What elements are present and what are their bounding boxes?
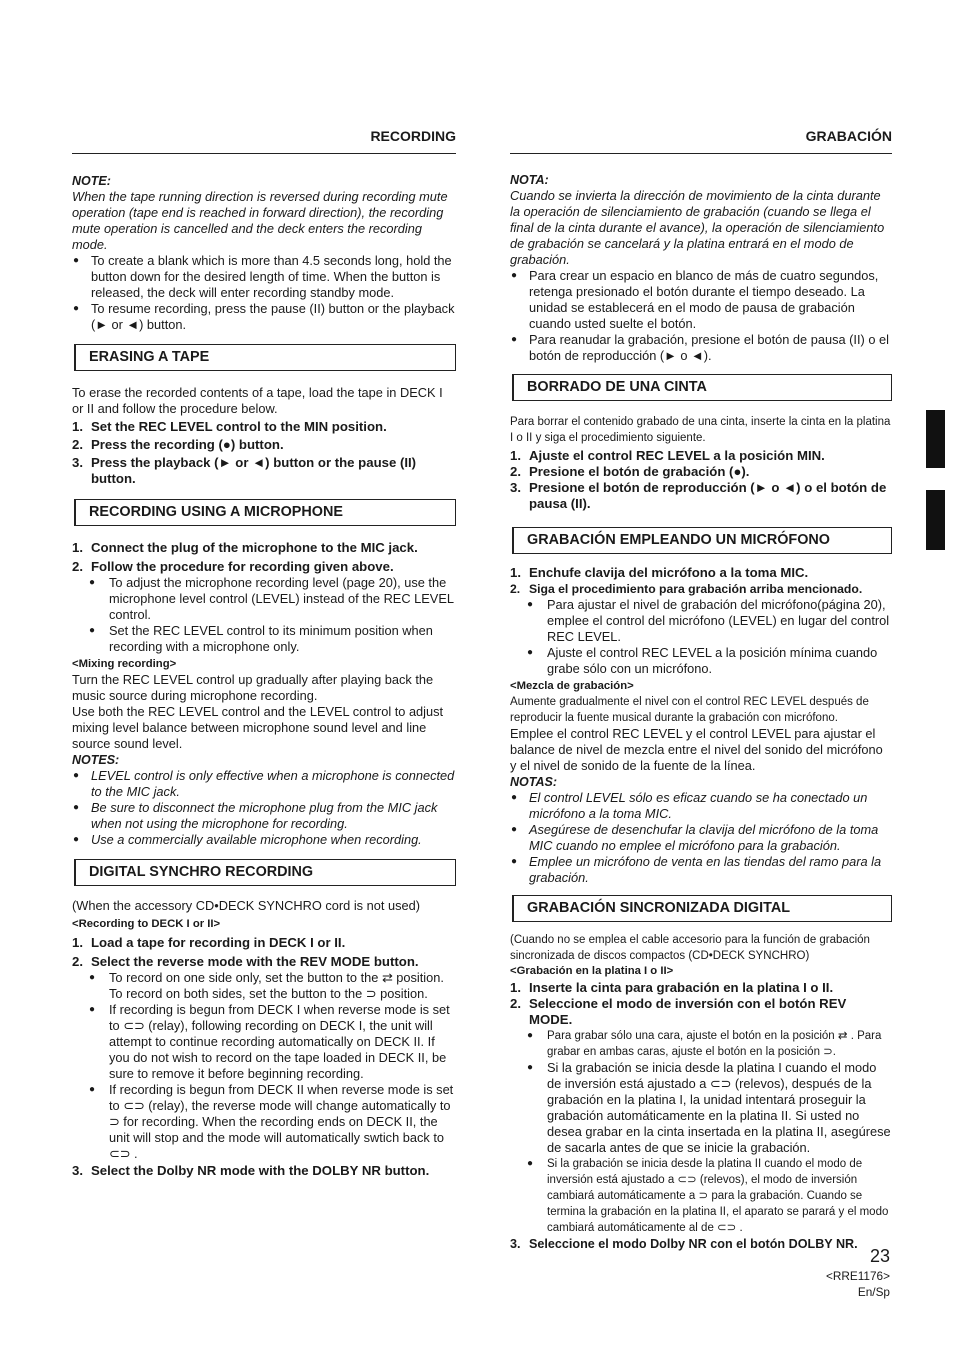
list-item: 1. Enchufe clavija del micrófono a la toma MIC. bbox=[510, 565, 809, 580]
list-item: ● Asegúrese de desenchufar la clavija del micrófono de la toma MIC cuando no emplee el micrófono para la grabación. bbox=[510, 822, 892, 854]
section-tab-marker bbox=[926, 410, 945, 468]
note-bullets bbox=[72, 253, 456, 333]
list-item: 2. Follow the procedure for recording given above. bbox=[72, 559, 394, 574]
notes-list bbox=[510, 790, 892, 886]
erasing-heading: ERASING A TAPE bbox=[74, 344, 456, 371]
list-item: ● Emplee un micrófono de venta en las tiendas del ramo para la grabación. bbox=[510, 854, 892, 886]
list-item: ● Use a commercially available microphone when recording. bbox=[72, 832, 456, 848]
notes-list bbox=[72, 768, 456, 848]
erasing-intro: To erase the recorded contents of a tape, load the tape in DECK I or II and follow the procedure below. bbox=[72, 385, 443, 416]
section-header: RECORDING bbox=[72, 128, 456, 154]
list-item: 3. Seleccione el modo Dolby NR con el botón DOLBY NR. bbox=[510, 1237, 858, 1251]
note-text: Cuando se invierta la dirección de movimiento de la cinta durante la operación de silenciamiento de grabación (cuando se llega el final de la cinta durante el avance), la operación de silenciamiento de grabación se cancelará y la platina entrará en el modo de grabación. bbox=[510, 188, 885, 267]
note-text: When the tape running direction is reversed during recording mute operation (tape end is reached in forward direction), the recording mute operation is cancelled and the deck enters the recording mode. bbox=[72, 189, 448, 252]
list-item: 2. Siga el procedimiento para grabación arriba mencionado. bbox=[510, 582, 863, 596]
list-item: 1. Ajuste el control REC LEVEL a la posición MIN. bbox=[510, 448, 825, 463]
list-item: 2. Presione el botón de grabación (●). bbox=[510, 464, 750, 479]
synchro-subheading: <Recording to DECK I or II> bbox=[72, 918, 221, 930]
list-item: ● To record on one side only, set the button to the ⇄ position. To record on both sides, set the button to the ⊃ position. bbox=[72, 970, 456, 1002]
synchro-step-3 bbox=[72, 1163, 456, 1179]
section-header: GRABACIÓN bbox=[510, 128, 892, 154]
erasing-steps bbox=[510, 448, 892, 512]
list-item: ● If recording is begun from DECK I when reverse mode is set to ⊂⊃ (relay), following recording on DECK I, the unit will attempt to continue recording automatically on DECK II. If you do not wish to record on the tape loaded in DECK II, be sure to remove it before beginning recording. bbox=[72, 1002, 456, 1082]
synchro-heading: GRABACIÓN SINCRONIZADA DIGITAL bbox=[512, 895, 892, 922]
list-item: ● Para reanudar la grabación, presione el botón de pausa (II) o el botón de reproducción (► o ◄). bbox=[510, 332, 892, 364]
list-item: ● Para grabar sólo una cara, ajuste el botón en la posición ⇄ . Para grabar en ambas caras, ajuste el botón en la posición ⊃. bbox=[510, 1028, 892, 1060]
list-item: ● Si la grabación se inicia desde la platina II cuando el modo de inversión está ajustado a ⊂⊃ (relevos), el modo de inversión cambiará automáticamente a ⊃ para la grabación. Cuando se termina la grabación en la platina II, el aparato se parará y el modo cambiará automáticamente al de ⊂⊃ . bbox=[510, 1156, 892, 1236]
list-item: 2. Seleccione el modo de inversión con el botón REV MODE. bbox=[510, 996, 847, 1027]
list-item: ● El control LEVEL sólo es eficaz cuando se ha conectado un micrófono a la toma MIC. bbox=[510, 790, 892, 822]
synchro-subheading: <Grabación en la platina I o II> bbox=[510, 965, 674, 977]
list-item: 2. Select the reverse mode with the REV MODE button. bbox=[72, 954, 419, 969]
synchro-steps bbox=[72, 935, 456, 970]
english-column bbox=[72, 128, 456, 1179]
list-item: ● Ajuste el control REC LEVEL a la posición mínima cuando grabe sólo con un micrófono. bbox=[510, 645, 892, 677]
list-item: 3. Presione el botón de reproducción (► o ◄) o el botón de pausa (II). bbox=[510, 480, 887, 511]
mixing-paragraph-2: Emplee el control REC LEVEL y el control LEVEL para ajustar el balance de nivel de mezcla entre el nivel del sonido del micrófono y el nivel de sonido de la fuente de la línea. bbox=[510, 726, 883, 773]
notes-title: NOTAS: bbox=[510, 775, 557, 789]
erasing-steps bbox=[72, 419, 456, 487]
list-item: ● Be sure to disconnect the microphone plug from the MIC jack when not using the microphone for recording. bbox=[72, 800, 456, 832]
synchro-intro: (When the accessory CD•DECK SYNCHRO cord is not used) bbox=[72, 898, 420, 913]
note-bullets bbox=[510, 268, 892, 364]
model-code: <RRE1176> bbox=[825, 1269, 890, 1283]
synchro-bullets bbox=[510, 1028, 892, 1236]
erasing-heading: BORRADO DE UNA CINTA bbox=[512, 374, 892, 401]
list-item: ● Para crear un espacio en blanco de más de cuatro segundos, retenga presionado el botón durante el tiempo deseado. La unidad se establecerá en el modo de pausa de grabación cuando usted suelte el botón. bbox=[510, 268, 892, 332]
list-item: ● To create a blank which is more than 4.5 seconds long, hold the button down for the desired length of time. When the button is released, the deck will enter recording standby mode. bbox=[72, 253, 456, 301]
mixing-paragraph-1: Turn the REC LEVEL control up gradually after playing back the music source during microphone recording. bbox=[72, 672, 434, 703]
list-item: ● To adjust the microphone recording level (page 20), use the microphone level control (LEVEL) instead of the REC LEVEL control. bbox=[72, 575, 456, 623]
microphone-steps bbox=[510, 565, 892, 597]
list-item: 2. Press the recording (●) button. bbox=[72, 437, 284, 452]
list-item: ● To resume recording, press the pause (II) button or the playback (► or ◄) button. bbox=[72, 301, 456, 333]
microphone-steps bbox=[72, 540, 456, 575]
spanish-column bbox=[510, 128, 892, 1252]
mixing-heading: <Mezcla de grabación> bbox=[510, 680, 634, 692]
note-title: NOTE: bbox=[72, 174, 111, 188]
mixing-heading: <Mixing recording> bbox=[72, 658, 177, 670]
list-item: 1. Load a tape for recording in DECK I or II. bbox=[72, 935, 346, 950]
synchro-bullets bbox=[72, 970, 456, 1162]
list-item: 1. Connect the plug of the microphone to the MIC jack. bbox=[72, 540, 418, 555]
language-code: En/Sp bbox=[857, 1285, 890, 1299]
list-item: 1. Set the REC LEVEL control to the MIN position. bbox=[72, 419, 387, 434]
microphone-heading: RECORDING USING A MICROPHONE bbox=[74, 499, 456, 526]
microphone-bullets bbox=[72, 575, 456, 655]
section-tab-marker bbox=[926, 490, 945, 550]
synchro-intro: (Cuando no se emplea el cable accesorio para la función de grabación sincronizada de discos compactos (CD•DECK SYNCHRO) bbox=[510, 934, 870, 962]
mixing-paragraph-2: Use both the REC LEVEL control and the LEVEL control to adjust mixing level balance between microphone sound level and line source sound level. bbox=[72, 704, 444, 751]
list-item: 3. Press the playback (► or ◄) button or the pause (II) button. bbox=[72, 455, 417, 486]
list-item: ● Para ajustar el nivel de grabación del micrófono(página 20), emplee el control del micrófono (LEVEL) en lugar del control REC LEVEL. bbox=[510, 597, 892, 645]
list-item: ● Set the REC LEVEL control to its minimum position when recording with a microphone only. bbox=[72, 623, 456, 655]
note-title: NOTA: bbox=[510, 173, 549, 187]
list-item: 1. Inserte la cinta para grabación en la platina I o II. bbox=[510, 980, 834, 995]
synchro-steps bbox=[510, 980, 892, 1028]
microphone-heading: GRABACIÓN EMPLEANDO UN MICRÓFONO bbox=[512, 527, 892, 554]
notes-title: NOTES: bbox=[72, 753, 120, 767]
erasing-intro: Para borrar el contenido grabado de una cinta, inserte la cinta en la platina I o II y siga el procedimiento siguiente. bbox=[510, 416, 891, 444]
synchro-step-3 bbox=[510, 1236, 892, 1252]
list-item: ● Si la grabación se inicia desde la platina I cuando el modo de inversión está ajustado a ⊂⊃ (relevos), después de la grabación en la platina I, la unidad intentará proseguir la grabación automáticamente en la platina II. Si usted no desea grabar en la cinta insertada en la platina II, asegúrese de sacarla antes de que se inicie la grabación. bbox=[510, 1060, 892, 1156]
synchro-heading: DIGITAL SYNCHRO RECORDING bbox=[74, 859, 456, 886]
list-item: 3. Select the Dolby NR mode with the DOLBY NR button. bbox=[72, 1163, 430, 1178]
list-item: ● If recording is begun from DECK II when reverse mode is set to ⊂⊃ (relay), the reverse mode will change automatically to ⊃ for recording. When the recording ends on DECK II, the unit will stop and the mode will automatically swtich back to ⊂⊃ . bbox=[72, 1082, 456, 1162]
page-number: 23 bbox=[869, 1246, 890, 1266]
mixing-paragraph-1: Aumente gradualmente el nivel con el control REC LEVEL después de reproducir la fuente musical durante la grabación con micrófono. bbox=[510, 696, 869, 724]
microphone-bullets bbox=[510, 597, 892, 677]
document-code bbox=[826, 1268, 890, 1300]
list-item: ● LEVEL control is only effective when a microphone is connected to the MIC jack. bbox=[72, 768, 456, 800]
